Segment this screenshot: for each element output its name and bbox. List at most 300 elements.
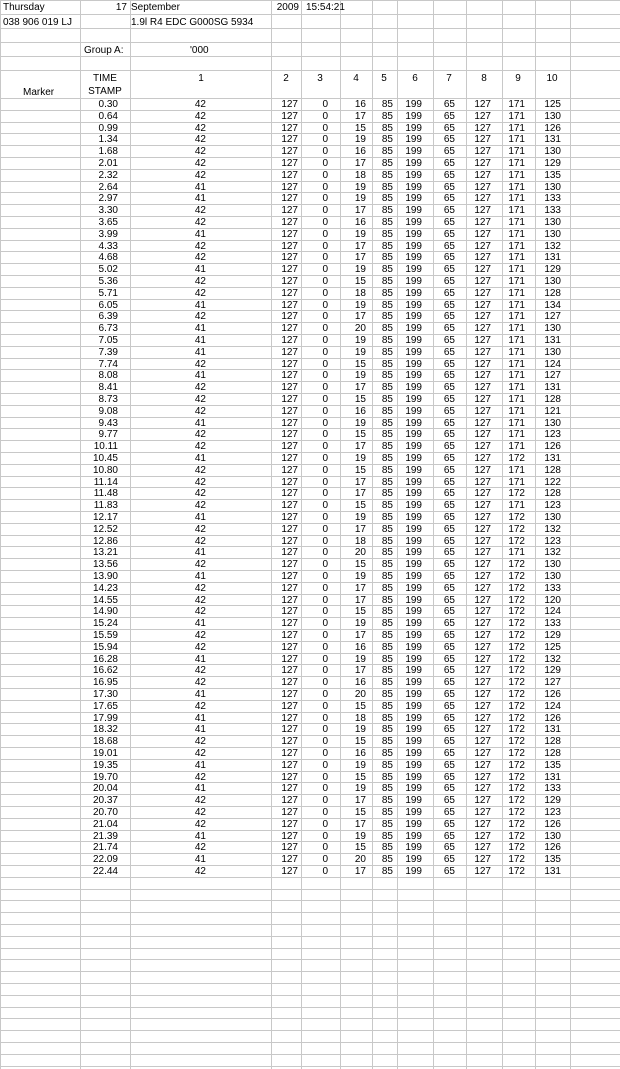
field-2-cell[interactable]: 127 xyxy=(281,713,298,724)
field-7-cell[interactable]: 65 xyxy=(443,406,455,417)
time-stamp-cell[interactable]: 7.05 xyxy=(98,335,118,346)
field-10-cell[interactable]: 124 xyxy=(544,359,561,370)
field-1-cell[interactable]: 42 xyxy=(194,842,206,853)
field-5-cell[interactable]: 85 xyxy=(381,819,393,830)
time-stamp-cell[interactable]: 17.65 xyxy=(92,701,118,712)
time-stamp-cell[interactable]: 15.59 xyxy=(92,630,118,641)
field-3-cell[interactable]: 0 xyxy=(322,453,328,464)
field-1-cell[interactable]: 41 xyxy=(194,418,206,429)
field-8-cell[interactable]: 127 xyxy=(474,677,491,688)
field-4-cell[interactable]: 16 xyxy=(354,642,366,653)
field-6-cell[interactable]: 199 xyxy=(405,642,422,653)
field-7-cell[interactable]: 65 xyxy=(443,665,455,676)
field-1-cell[interactable]: 42 xyxy=(194,819,206,830)
field-2-cell[interactable]: 127 xyxy=(281,772,298,783)
field-1-cell[interactable]: 42 xyxy=(194,217,206,228)
field-7-cell[interactable]: 65 xyxy=(443,583,455,594)
field-2-cell[interactable]: 127 xyxy=(281,229,298,240)
time-stamp-cell[interactable]: 18.32 xyxy=(92,724,118,735)
field-4-cell[interactable]: 16 xyxy=(354,748,366,759)
field-3-cell[interactable]: 0 xyxy=(322,217,328,228)
field-10-cell[interactable]: 127 xyxy=(544,370,561,381)
field-2-cell[interactable]: 127 xyxy=(281,665,298,676)
field-5-cell[interactable]: 85 xyxy=(381,654,393,665)
field-5-cell[interactable]: 85 xyxy=(381,854,393,865)
field-10-cell[interactable]: 129 xyxy=(544,665,561,676)
field-7-cell[interactable]: 65 xyxy=(443,146,455,157)
part-number-cell[interactable]: 038 906 019 LJ xyxy=(3,17,72,28)
field-6-cell[interactable]: 199 xyxy=(405,288,422,299)
field-2-cell[interactable]: 127 xyxy=(281,182,298,193)
field-4-cell[interactable]: 15 xyxy=(354,429,366,440)
field-3-cell[interactable]: 0 xyxy=(322,205,328,216)
field-4-cell[interactable]: 15 xyxy=(354,736,366,747)
field-1-cell[interactable]: 41 xyxy=(194,854,206,865)
field-8-cell[interactable]: 127 xyxy=(474,146,491,157)
field-3-cell[interactable]: 0 xyxy=(322,713,328,724)
field-3-cell[interactable]: 0 xyxy=(322,418,328,429)
field-8-cell[interactable]: 127 xyxy=(474,217,491,228)
field-10-cell[interactable]: 130 xyxy=(544,418,561,429)
field-8-cell[interactable]: 127 xyxy=(474,654,491,665)
time-stamp-cell[interactable]: 14.90 xyxy=(92,606,118,617)
field-5-cell[interactable]: 85 xyxy=(381,123,393,134)
field-6-cell[interactable]: 199 xyxy=(405,418,422,429)
field-4-cell[interactable]: 19 xyxy=(354,347,366,358)
field-1-cell[interactable]: 41 xyxy=(194,264,206,275)
field-8-cell[interactable]: 127 xyxy=(474,512,491,523)
time-stamp-cell[interactable]: 13.56 xyxy=(92,559,118,570)
time-stamp-cell[interactable]: 3.30 xyxy=(98,205,118,216)
field-7-cell[interactable]: 65 xyxy=(443,229,455,240)
field-3-cell[interactable]: 0 xyxy=(322,229,328,240)
time-stamp-cell[interactable]: 19.01 xyxy=(92,748,118,759)
field-10-cell[interactable]: 130 xyxy=(544,559,561,570)
field-9-cell[interactable]: 171 xyxy=(508,134,525,145)
field-10-cell[interactable]: 131 xyxy=(544,252,561,263)
time-stamp-cell[interactable]: 6.05 xyxy=(98,300,118,311)
field-9-cell[interactable]: 171 xyxy=(508,547,525,558)
field-7-cell[interactable]: 65 xyxy=(443,630,455,641)
field-6-cell[interactable]: 199 xyxy=(405,441,422,452)
field-7-cell[interactable]: 65 xyxy=(443,689,455,700)
field-7-cell[interactable]: 65 xyxy=(443,748,455,759)
field-10-cell[interactable]: 130 xyxy=(544,276,561,287)
field-3-cell[interactable]: 0 xyxy=(322,347,328,358)
field-8-cell[interactable]: 127 xyxy=(474,701,491,712)
field-2-cell[interactable]: 127 xyxy=(281,217,298,228)
time-stamp-cell[interactable]: 4.33 xyxy=(98,241,118,252)
field-10-cell[interactable]: 130 xyxy=(544,831,561,842)
field-5-cell[interactable]: 85 xyxy=(381,500,393,511)
field-1-cell[interactable]: 42 xyxy=(194,406,206,417)
field-9-cell[interactable]: 171 xyxy=(508,193,525,204)
field-6-cell[interactable]: 199 xyxy=(405,500,422,511)
time-stamp-header-line2[interactable]: STAMP xyxy=(88,86,122,97)
field-9-cell[interactable]: 172 xyxy=(508,807,525,818)
field-4-cell[interactable]: 15 xyxy=(354,772,366,783)
time-stamp-cell[interactable]: 21.04 xyxy=(92,819,118,830)
time-stamp-cell[interactable]: 20.70 xyxy=(92,807,118,818)
field-1-cell[interactable]: 42 xyxy=(194,134,206,145)
time-stamp-cell[interactable]: 18.68 xyxy=(92,736,118,747)
field-1-cell[interactable]: 42 xyxy=(194,595,206,606)
time-stamp-cell[interactable]: 8.73 xyxy=(98,394,118,405)
field-3-cell[interactable]: 0 xyxy=(322,547,328,558)
field-7-cell[interactable]: 65 xyxy=(443,477,455,488)
field-4-cell[interactable]: 20 xyxy=(354,854,366,865)
field-1-cell[interactable]: 41 xyxy=(194,193,206,204)
time-stamp-cell[interactable]: 16.95 xyxy=(92,677,118,688)
field-7-cell[interactable]: 65 xyxy=(443,335,455,346)
field-6-cell[interactable]: 199 xyxy=(405,429,422,440)
field-3-cell[interactable]: 0 xyxy=(322,170,328,181)
field-5-cell[interactable]: 85 xyxy=(381,205,393,216)
field-10-cell[interactable]: 131 xyxy=(544,382,561,393)
field-header-9[interactable]: 9 xyxy=(515,73,521,84)
field-10-cell[interactable]: 126 xyxy=(544,123,561,134)
field-3-cell[interactable]: 0 xyxy=(322,536,328,547)
field-8-cell[interactable]: 127 xyxy=(474,736,491,747)
field-3-cell[interactable]: 0 xyxy=(322,760,328,771)
field-4-cell[interactable]: 17 xyxy=(354,795,366,806)
time-stamp-cell[interactable]: 8.41 xyxy=(98,382,118,393)
field-3-cell[interactable]: 0 xyxy=(322,252,328,263)
field-6-cell[interactable]: 199 xyxy=(405,111,422,122)
field-5-cell[interactable]: 85 xyxy=(381,359,393,370)
field-3-cell[interactable]: 0 xyxy=(322,854,328,865)
field-10-cell[interactable]: 120 xyxy=(544,595,561,606)
field-7-cell[interactable]: 65 xyxy=(443,795,455,806)
field-10-cell[interactable]: 132 xyxy=(544,547,561,558)
field-4-cell[interactable]: 19 xyxy=(354,783,366,794)
field-1-cell[interactable]: 42 xyxy=(194,465,206,476)
field-5-cell[interactable]: 85 xyxy=(381,559,393,570)
field-2-cell[interactable]: 127 xyxy=(281,736,298,747)
field-2-cell[interactable]: 127 xyxy=(281,854,298,865)
field-5-cell[interactable]: 85 xyxy=(381,524,393,535)
field-7-cell[interactable]: 65 xyxy=(443,123,455,134)
field-2-cell[interactable]: 127 xyxy=(281,465,298,476)
field-9-cell[interactable]: 172 xyxy=(508,701,525,712)
field-8-cell[interactable]: 127 xyxy=(474,665,491,676)
field-3-cell[interactable]: 0 xyxy=(322,382,328,393)
field-8-cell[interactable]: 127 xyxy=(474,300,491,311)
field-8-cell[interactable]: 127 xyxy=(474,842,491,853)
field-4-cell[interactable]: 20 xyxy=(354,547,366,558)
field-1-cell[interactable]: 42 xyxy=(194,288,206,299)
field-7-cell[interactable]: 65 xyxy=(443,783,455,794)
field-4-cell[interactable]: 15 xyxy=(354,559,366,570)
field-7-cell[interactable]: 65 xyxy=(443,866,455,877)
field-10-cell[interactable]: 131 xyxy=(544,335,561,346)
field-4-cell[interactable]: 17 xyxy=(354,382,366,393)
field-8-cell[interactable]: 127 xyxy=(474,606,491,617)
field-6-cell[interactable]: 199 xyxy=(405,123,422,134)
field-8-cell[interactable]: 127 xyxy=(474,335,491,346)
field-2-cell[interactable]: 127 xyxy=(281,783,298,794)
time-stamp-cell[interactable]: 11.14 xyxy=(93,477,118,488)
field-9-cell[interactable]: 171 xyxy=(508,370,525,381)
field-6-cell[interactable]: 199 xyxy=(405,665,422,676)
field-5-cell[interactable]: 85 xyxy=(381,571,393,582)
field-1-cell[interactable]: 42 xyxy=(194,311,206,322)
field-1-cell[interactable]: 42 xyxy=(194,394,206,405)
field-1-cell[interactable]: 41 xyxy=(194,689,206,700)
field-10-cell[interactable]: 125 xyxy=(544,642,561,653)
field-4-cell[interactable]: 15 xyxy=(354,123,366,134)
field-6-cell[interactable]: 199 xyxy=(405,311,422,322)
field-1-cell[interactable]: 42 xyxy=(194,205,206,216)
field-2-cell[interactable]: 127 xyxy=(281,134,298,145)
field-6-cell[interactable]: 199 xyxy=(405,453,422,464)
field-1-cell[interactable]: 42 xyxy=(194,642,206,653)
field-8-cell[interactable]: 127 xyxy=(474,276,491,287)
field-7-cell[interactable]: 65 xyxy=(443,618,455,629)
field-3-cell[interactable]: 0 xyxy=(322,158,328,169)
field-5-cell[interactable]: 85 xyxy=(381,311,393,322)
field-2-cell[interactable]: 127 xyxy=(281,288,298,299)
field-9-cell[interactable]: 172 xyxy=(508,618,525,629)
field-6-cell[interactable]: 199 xyxy=(405,335,422,346)
field-10-cell[interactable]: 122 xyxy=(544,477,561,488)
field-1-cell[interactable]: 42 xyxy=(194,477,206,488)
field-9-cell[interactable]: 172 xyxy=(508,571,525,582)
field-4-cell[interactable]: 15 xyxy=(354,500,366,511)
field-2-cell[interactable]: 127 xyxy=(281,418,298,429)
field-5-cell[interactable]: 85 xyxy=(381,441,393,452)
field-7-cell[interactable]: 65 xyxy=(443,193,455,204)
field-6-cell[interactable]: 199 xyxy=(405,736,422,747)
field-4-cell[interactable]: 16 xyxy=(354,146,366,157)
field-6-cell[interactable]: 199 xyxy=(405,713,422,724)
field-3-cell[interactable]: 0 xyxy=(322,748,328,759)
field-9-cell[interactable]: 172 xyxy=(508,772,525,783)
field-8-cell[interactable]: 127 xyxy=(474,205,491,216)
field-8-cell[interactable]: 127 xyxy=(474,441,491,452)
field-5-cell[interactable]: 85 xyxy=(381,807,393,818)
field-5-cell[interactable]: 85 xyxy=(381,583,393,594)
field-9-cell[interactable]: 172 xyxy=(508,736,525,747)
field-10-cell[interactable]: 131 xyxy=(544,134,561,145)
field-4-cell[interactable]: 17 xyxy=(354,819,366,830)
field-6-cell[interactable]: 199 xyxy=(405,477,422,488)
field-4-cell[interactable]: 19 xyxy=(354,618,366,629)
field-1-cell[interactable]: 41 xyxy=(194,323,206,334)
field-header-4[interactable]: 4 xyxy=(353,73,359,84)
field-3-cell[interactable]: 0 xyxy=(322,724,328,735)
field-10-cell[interactable]: 133 xyxy=(544,783,561,794)
field-1-cell[interactable]: 42 xyxy=(194,677,206,688)
field-10-cell[interactable]: 123 xyxy=(544,807,561,818)
field-10-cell[interactable]: 131 xyxy=(544,772,561,783)
field-6-cell[interactable]: 199 xyxy=(405,465,422,476)
field-7-cell[interactable]: 65 xyxy=(443,347,455,358)
field-7-cell[interactable]: 65 xyxy=(443,724,455,735)
field-7-cell[interactable]: 65 xyxy=(443,524,455,535)
field-3-cell[interactable]: 0 xyxy=(322,488,328,499)
field-9-cell[interactable]: 171 xyxy=(508,406,525,417)
year-cell[interactable]: 2009 xyxy=(276,2,299,13)
field-5-cell[interactable]: 85 xyxy=(381,618,393,629)
field-3-cell[interactable]: 0 xyxy=(322,300,328,311)
field-4-cell[interactable]: 17 xyxy=(354,241,366,252)
field-2-cell[interactable]: 127 xyxy=(281,559,298,570)
field-6-cell[interactable]: 199 xyxy=(405,276,422,287)
field-7-cell[interactable]: 65 xyxy=(443,217,455,228)
field-5-cell[interactable]: 85 xyxy=(381,111,393,122)
field-9-cell[interactable]: 172 xyxy=(508,654,525,665)
field-1-cell[interactable]: 41 xyxy=(194,182,206,193)
field-10-cell[interactable]: 131 xyxy=(544,866,561,877)
field-10-cell[interactable]: 134 xyxy=(544,300,561,311)
field-10-cell[interactable]: 130 xyxy=(544,217,561,228)
field-3-cell[interactable]: 0 xyxy=(322,123,328,134)
field-8-cell[interactable]: 127 xyxy=(474,99,491,110)
field-6-cell[interactable]: 199 xyxy=(405,595,422,606)
field-3-cell[interactable]: 0 xyxy=(322,441,328,452)
field-10-cell[interactable]: 135 xyxy=(544,760,561,771)
field-2-cell[interactable]: 127 xyxy=(281,205,298,216)
field-10-cell[interactable]: 124 xyxy=(544,606,561,617)
field-8-cell[interactable]: 127 xyxy=(474,760,491,771)
field-2-cell[interactable]: 127 xyxy=(281,394,298,405)
field-3-cell[interactable]: 0 xyxy=(322,606,328,617)
time-stamp-cell[interactable]: 14.23 xyxy=(92,583,118,594)
field-1-cell[interactable]: 41 xyxy=(194,453,206,464)
field-7-cell[interactable]: 65 xyxy=(443,252,455,263)
field-9-cell[interactable]: 171 xyxy=(508,418,525,429)
field-1-cell[interactable]: 42 xyxy=(194,123,206,134)
time-stamp-cell[interactable]: 21.74 xyxy=(92,842,118,853)
field-4-cell[interactable]: 19 xyxy=(354,229,366,240)
time-stamp-cell[interactable]: 12.17 xyxy=(92,512,118,523)
field-1-cell[interactable]: 42 xyxy=(194,488,206,499)
field-6-cell[interactable]: 199 xyxy=(405,134,422,145)
field-7-cell[interactable]: 65 xyxy=(443,394,455,405)
field-9-cell[interactable]: 171 xyxy=(508,241,525,252)
field-5-cell[interactable]: 85 xyxy=(381,347,393,358)
field-2-cell[interactable]: 127 xyxy=(281,536,298,547)
field-7-cell[interactable]: 65 xyxy=(443,677,455,688)
time-stamp-cell[interactable]: 0.30 xyxy=(98,99,118,110)
field-10-cell[interactable]: 130 xyxy=(544,229,561,240)
field-5-cell[interactable]: 85 xyxy=(381,288,393,299)
field-6-cell[interactable]: 199 xyxy=(405,783,422,794)
time-stamp-cell[interactable]: 20.37 xyxy=(92,795,118,806)
field-7-cell[interactable]: 65 xyxy=(443,300,455,311)
field-1-cell[interactable]: 42 xyxy=(194,536,206,547)
field-9-cell[interactable]: 172 xyxy=(508,536,525,547)
field-6-cell[interactable]: 199 xyxy=(405,677,422,688)
field-10-cell[interactable]: 127 xyxy=(544,311,561,322)
field-2-cell[interactable]: 127 xyxy=(281,359,298,370)
field-10-cell[interactable]: 133 xyxy=(544,205,561,216)
date-month-cell[interactable]: September xyxy=(131,2,180,13)
field-6-cell[interactable]: 199 xyxy=(405,370,422,381)
field-8-cell[interactable]: 127 xyxy=(474,583,491,594)
field-8-cell[interactable]: 127 xyxy=(474,123,491,134)
field-2-cell[interactable]: 127 xyxy=(281,512,298,523)
field-4-cell[interactable]: 19 xyxy=(354,134,366,145)
field-3-cell[interactable]: 0 xyxy=(322,665,328,676)
field-8-cell[interactable]: 127 xyxy=(474,406,491,417)
field-1-cell[interactable]: 42 xyxy=(194,736,206,747)
field-2-cell[interactable]: 127 xyxy=(281,99,298,110)
field-5-cell[interactable]: 85 xyxy=(381,689,393,700)
field-3-cell[interactable]: 0 xyxy=(322,559,328,570)
field-7-cell[interactable]: 65 xyxy=(443,453,455,464)
field-10-cell[interactable]: 126 xyxy=(544,713,561,724)
field-9-cell[interactable]: 171 xyxy=(508,288,525,299)
field-8-cell[interactable]: 127 xyxy=(474,453,491,464)
field-3-cell[interactable]: 0 xyxy=(322,193,328,204)
field-9-cell[interactable]: 171 xyxy=(508,276,525,287)
field-6-cell[interactable]: 199 xyxy=(405,205,422,216)
field-8-cell[interactable]: 127 xyxy=(474,689,491,700)
field-9-cell[interactable]: 172 xyxy=(508,689,525,700)
field-8-cell[interactable]: 127 xyxy=(474,418,491,429)
field-5-cell[interactable]: 85 xyxy=(381,182,393,193)
field-1-cell[interactable]: 42 xyxy=(194,99,206,110)
field-3-cell[interactable]: 0 xyxy=(322,406,328,417)
field-8-cell[interactable]: 127 xyxy=(474,807,491,818)
field-10-cell[interactable]: 126 xyxy=(544,689,561,700)
field-3-cell[interactable]: 0 xyxy=(322,842,328,853)
field-6-cell[interactable]: 199 xyxy=(405,618,422,629)
field-5-cell[interactable]: 85 xyxy=(381,465,393,476)
field-7-cell[interactable]: 65 xyxy=(443,370,455,381)
field-6-cell[interactable]: 199 xyxy=(405,547,422,558)
field-8-cell[interactable]: 127 xyxy=(474,193,491,204)
time-stamp-cell[interactable]: 22.09 xyxy=(92,854,118,865)
field-10-cell[interactable]: 129 xyxy=(544,158,561,169)
field-9-cell[interactable]: 171 xyxy=(508,311,525,322)
field-1-cell[interactable]: 42 xyxy=(194,500,206,511)
field-7-cell[interactable]: 65 xyxy=(443,595,455,606)
field-6-cell[interactable]: 199 xyxy=(405,158,422,169)
field-9-cell[interactable]: 171 xyxy=(508,335,525,346)
field-5-cell[interactable]: 85 xyxy=(381,701,393,712)
field-1-cell[interactable]: 42 xyxy=(194,524,206,535)
field-1-cell[interactable]: 41 xyxy=(194,724,206,735)
field-3-cell[interactable]: 0 xyxy=(322,323,328,334)
field-6-cell[interactable]: 199 xyxy=(405,146,422,157)
field-9-cell[interactable]: 172 xyxy=(508,606,525,617)
field-8-cell[interactable]: 127 xyxy=(474,724,491,735)
field-1-cell[interactable]: 42 xyxy=(194,866,206,877)
field-8-cell[interactable]: 127 xyxy=(474,630,491,641)
field-2-cell[interactable]: 127 xyxy=(281,477,298,488)
field-6-cell[interactable]: 199 xyxy=(405,819,422,830)
field-8-cell[interactable]: 127 xyxy=(474,370,491,381)
field-2-cell[interactable]: 127 xyxy=(281,441,298,452)
field-2-cell[interactable]: 127 xyxy=(281,264,298,275)
field-5-cell[interactable]: 85 xyxy=(381,394,393,405)
field-2-cell[interactable]: 127 xyxy=(281,795,298,806)
field-6-cell[interactable]: 199 xyxy=(405,571,422,582)
field-header-3[interactable]: 3 xyxy=(317,73,323,84)
field-10-cell[interactable]: 126 xyxy=(544,842,561,853)
field-8-cell[interactable]: 127 xyxy=(474,618,491,629)
field-2-cell[interactable]: 127 xyxy=(281,252,298,263)
field-8-cell[interactable]: 127 xyxy=(474,288,491,299)
field-4-cell[interactable]: 15 xyxy=(354,842,366,853)
field-7-cell[interactable]: 65 xyxy=(443,465,455,476)
field-5-cell[interactable]: 85 xyxy=(381,736,393,747)
field-9-cell[interactable]: 171 xyxy=(508,429,525,440)
field-3-cell[interactable]: 0 xyxy=(322,524,328,535)
